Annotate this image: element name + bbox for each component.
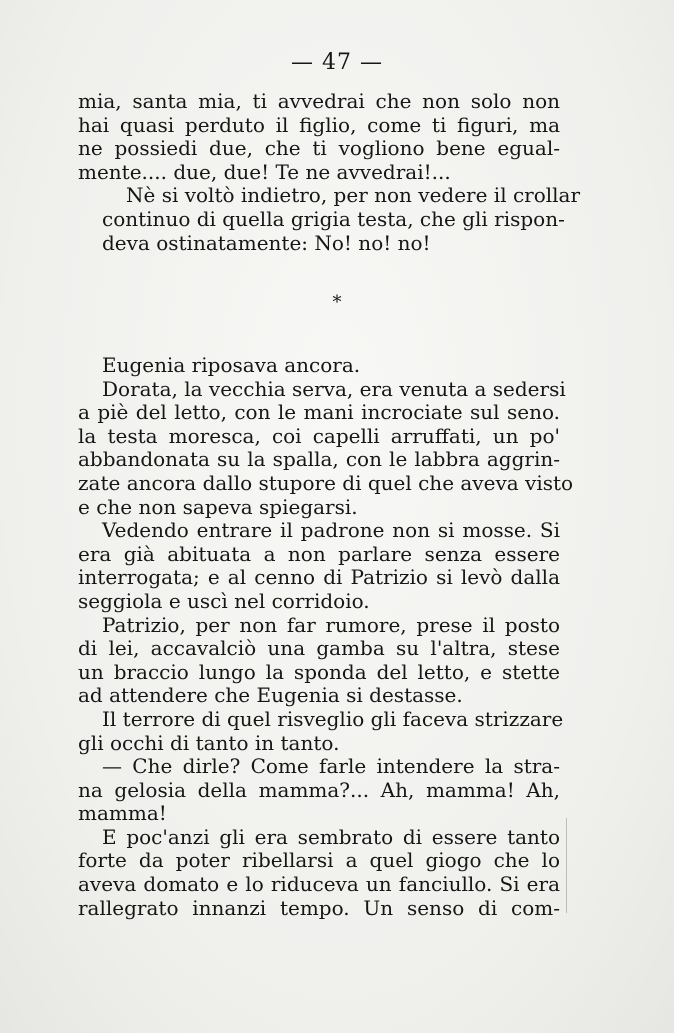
paragraph xyxy=(78,755,560,826)
paragraph xyxy=(78,706,564,755)
text-line: — Che dirle? Come farle intendere la stra- xyxy=(102,754,560,779)
text-line: continuo di quella grigia testa, che gli rispon- xyxy=(102,206,565,231)
text-line: seggiola e uscì nel corridoio. xyxy=(78,588,370,613)
text-line: Vedendo entrare il padrone non si mosse. Si xyxy=(102,518,560,543)
text-line: zate ancora dallo stupore di quel che aveva visto xyxy=(78,470,574,495)
text-line: hai quasi perduto il figlio, come ti figuri, ma xyxy=(78,112,560,137)
text-line: a piè del letto, con le mani incrociate sul seno. xyxy=(78,400,560,425)
text-line: na gelosia della mamma?... Ah, mamma! Ah, xyxy=(78,777,560,802)
text-line: ad attendere che Eugenia si destasse. xyxy=(78,683,463,708)
text-line: Patrizio, per non far rumore, prese il posto xyxy=(102,612,560,637)
paragraph xyxy=(78,614,560,708)
paragraph xyxy=(78,90,560,184)
paragraph xyxy=(78,519,560,613)
page-number: — 47 — xyxy=(291,50,383,75)
paragraph xyxy=(78,354,560,378)
text-line: aveva domato e lo riduceva un fanciullo. Si era xyxy=(78,872,560,897)
text-line: un braccio lungo la sponda del letto, e stette xyxy=(78,659,560,684)
text-line: mente.... due, due! Te ne avvedrai!... xyxy=(78,159,451,184)
text-line: la testa moresca, coi capelli arruffati, un po' xyxy=(78,423,560,448)
text-line: Nè si voltò indietro, per non vedere il crollar xyxy=(126,183,581,208)
text-line: mamma! xyxy=(78,801,167,826)
text-line: Dorata, la vecchia serva, era venuta a sedersi xyxy=(102,376,566,401)
text-line: abbandonata su la spalla, con le labbra aggrin- xyxy=(78,447,560,472)
text-line: forte da poter ribellarsi a quel giogo che lo xyxy=(78,848,560,873)
text-line: interrogata; e al cenno di Patrizio si levò dalla xyxy=(78,565,560,590)
paragraph xyxy=(78,183,581,255)
section-separator: * xyxy=(332,292,342,313)
text-block-main xyxy=(78,353,574,920)
margin-mark xyxy=(566,818,567,913)
text-line: E poc'anzi gli era sembrato di essere tanto xyxy=(102,824,560,849)
paragraph xyxy=(78,826,560,920)
text-line: era già abituata a non parlare senza essere xyxy=(78,541,560,566)
text-line: gli occhi di tanto in tanto. xyxy=(78,730,340,755)
text-line: di lei, accavalciò una gamba su l'altra, stese xyxy=(78,636,560,661)
text-line: ne possiedi due, che ti vogliono bene egual- xyxy=(78,136,560,161)
text-line: mia, santa mia, ti avvedrai che non solo non xyxy=(78,89,560,113)
text-line: Il terrore di quel risveglio gli faceva strizzare xyxy=(102,706,564,731)
paragraph xyxy=(78,376,574,520)
text-line: deva ostinatamente: No! no! no! xyxy=(102,230,431,255)
text-line: e che non sapeva spiegarsi. xyxy=(78,494,358,519)
text-line: Eugenia riposava ancora. xyxy=(102,353,361,377)
text-line: rallegrato innanzi tempo. Un senso di com- xyxy=(78,895,560,920)
text-block-top xyxy=(78,89,581,255)
